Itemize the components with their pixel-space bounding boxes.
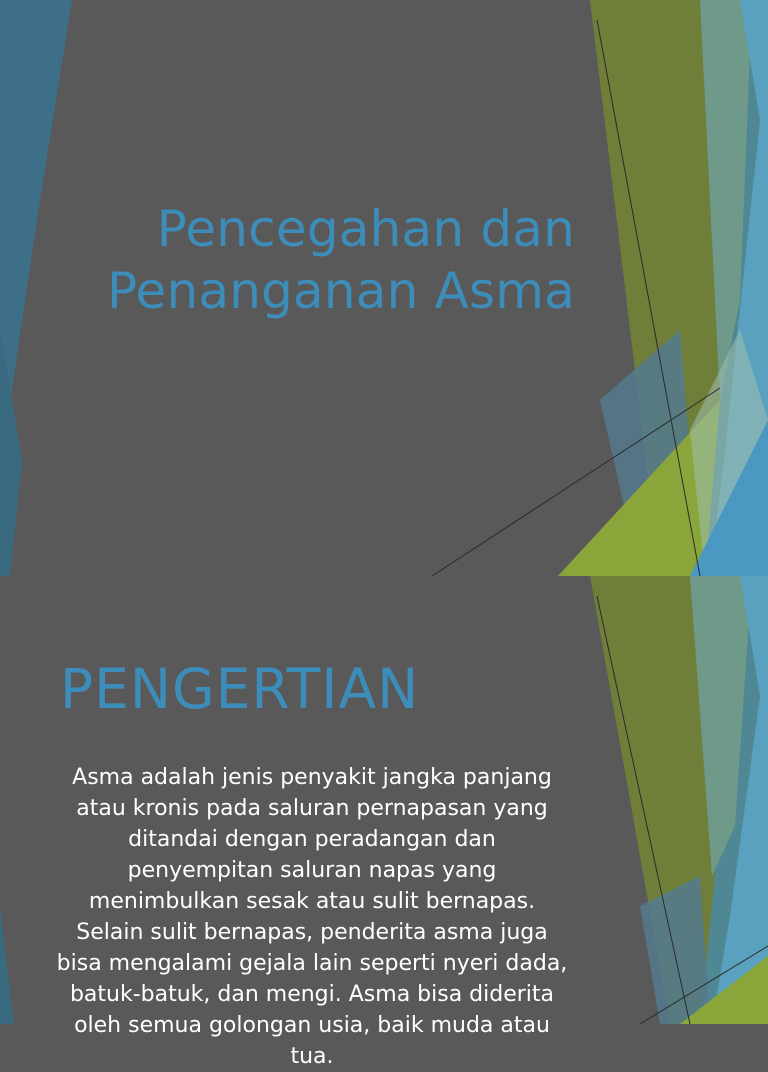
- definition-text: Asma adalah jenis penyakit jangka panjang atau kronis pada saluran pernapasan yang ditandai dengan peradangan dan penyempitan saluran napas yang menimbulkan sesak atau sulit bernapas. Selain sulit bernapas, penderita asma juga bisa mengalami gejala lain seperti nyeri dada, batuk-batuk, dan mengi. Asma bisa diderita oleh semua golongan usia, baik muda atau tua.: [56, 765, 568, 1069]
- title-line-2: Penanganan Asma: [106, 262, 575, 320]
- left-blue-shape: [0, 906, 14, 1024]
- title-line-1: Pencegahan dan: [156, 200, 575, 258]
- section-heading: PENGERTIAN: [60, 657, 420, 721]
- slide-title: [55, 198, 575, 322]
- definition-slide: [0, 576, 768, 1069]
